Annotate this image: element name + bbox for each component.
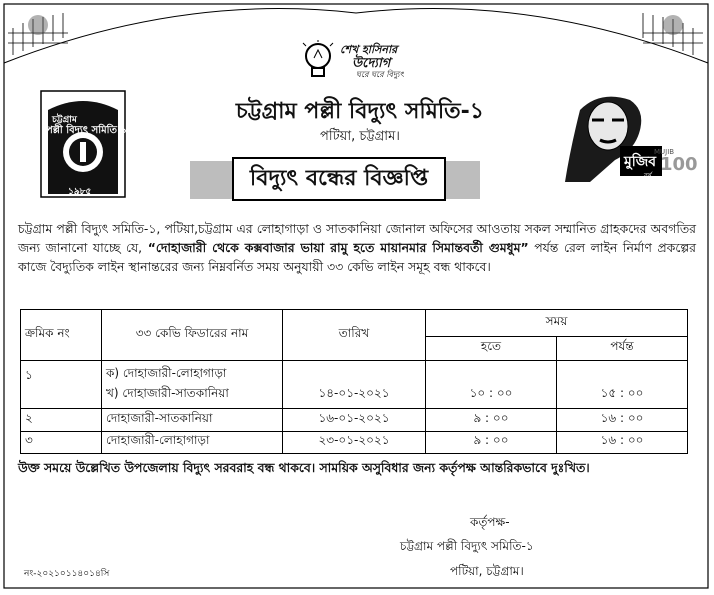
signature-location: পটিয়া, চট্টগ্রাম। (450, 564, 524, 578)
signature-title: কর্তৃপক্ষ- (470, 515, 510, 529)
notice-title: বিদ্যুৎ বন্ধের বিজ্ঞপ্তি (232, 157, 446, 201)
mujib-en: MUJIB (654, 148, 675, 156)
bulb-icon (300, 40, 336, 84)
row-date: ১৪-০১-২০২১ (283, 361, 426, 409)
row-from: ৯ : ০০ (426, 409, 557, 431)
row-to: ১৬ : ০০ (557, 431, 688, 454)
row-date: ২৩-০১-২০২১ (283, 431, 426, 454)
mujib-sub: বর্ষ (644, 172, 652, 180)
header-feeder: ৩৩ কেভি ফিডারের নাম (102, 310, 283, 361)
memo-number: নং-২০২১০১১৪০১৪সি (24, 569, 110, 579)
org-location: পটিয়া, চট্টগ্রাম। (320, 129, 400, 144)
header-to: পর্যন্ত (557, 336, 688, 361)
slogan-line-3: ঘরে ঘরে বিদ্যুৎ (356, 70, 404, 79)
para-bold: “দোহাজারী থেকে কক্সবাজার ভায়া রামু হতে মায়ানমার সিমান্তবর্তী গুমধুম” (147, 240, 529, 255)
row-from: ৯ : ০০ (426, 431, 557, 454)
org-logo (40, 90, 126, 198)
footer-note: উক্ত সময়ে উল্লেখিত উপজেলায় বিদ্যুৎ সরবরাহ বন্ধ থাকবে। সাময়িক অসুবিধার জন্য কর্তৃপক্ষ আন্তরিকভাবে দুঃখিত। (18, 460, 590, 475)
para-part-2: পর্যন্ত রেল লাইন নির্মাণ প্রকল্পের কাজে বৈদ্যুতিক লাইন স্থানান্তরের জন্য নিম্নবর্নিত সময় অনুযায়ী ৩৩ কেভি লাইন সমূহ বন্ধ থাকবে। (18, 240, 696, 274)
row-serial: ১ (21, 361, 102, 409)
org-title: চট্টগ্রাম পল্লী বিদ্যুৎ সমিতি-১ (235, 99, 485, 124)
row-to: ১৬ : ০০ (557, 409, 688, 431)
org-emblem-icon (40, 90, 126, 198)
para-part-1: চট্টগ্রাম পল্লী বিদ্যুৎ সমিতি-১, পটিয়া,চট্টগ্রাম এর লোহাগাড়া ও সাতকানিয়া জোনাল অফিসের আওতায় সকল সম্মানিত গ্রাহকদের অবগতির জন্য জানানো যাচ্ছে যে, (18, 221, 696, 255)
header-from: হতে (426, 336, 557, 361)
slogan-logo (300, 40, 426, 84)
logo-year: ১৯৮৫ (68, 187, 92, 197)
row-date: ১৬-০১-২০২১ (283, 409, 426, 431)
slogan-line-1: শেখ হাসিনার (340, 43, 398, 56)
header-serial: ক্রমিক নং (21, 310, 102, 361)
row-feeder (102, 361, 283, 409)
row-to: ১৫ : ০০ (557, 361, 688, 409)
logo-text-line-2: পল্লী বিদ্যুৎ সমিতি ১ (46, 125, 128, 136)
row-feeder: দোহাজারী-সাতকানিয়া (102, 409, 283, 431)
slogan-line-2: উদ্যোগ (352, 56, 391, 71)
row-serial: ৩ (21, 431, 102, 454)
logo-text-line-1: চট্টগ্রাম (52, 115, 77, 125)
table-row (21, 361, 688, 409)
header-time: সময় (426, 310, 688, 337)
table-row (21, 409, 688, 431)
mujib-num: 100 (660, 154, 698, 175)
row-feeder-b: খ) দোহাজারী-সাতকানিয়া (106, 385, 229, 400)
mujib-100-logo (560, 90, 698, 182)
row-feeder: দোহাজারী-লোহাগাড়া (102, 431, 283, 454)
signature-org: চট্টগ্রাম পল্লী বিদ্যুৎ সমিতি-১ (400, 539, 534, 553)
row-serial: ২ (21, 409, 102, 431)
table-header-row (21, 310, 688, 337)
notice-paragraph (18, 219, 696, 276)
schedule-table (20, 309, 688, 454)
row-feeder-a: ক) দোহাজারী-লোহাগাড়া (106, 365, 227, 380)
row-from: ১০ : ০০ (426, 361, 557, 409)
table-row (21, 431, 688, 454)
mujib-label: মুজিব (624, 154, 657, 170)
header-date: তারিখ (283, 310, 426, 361)
